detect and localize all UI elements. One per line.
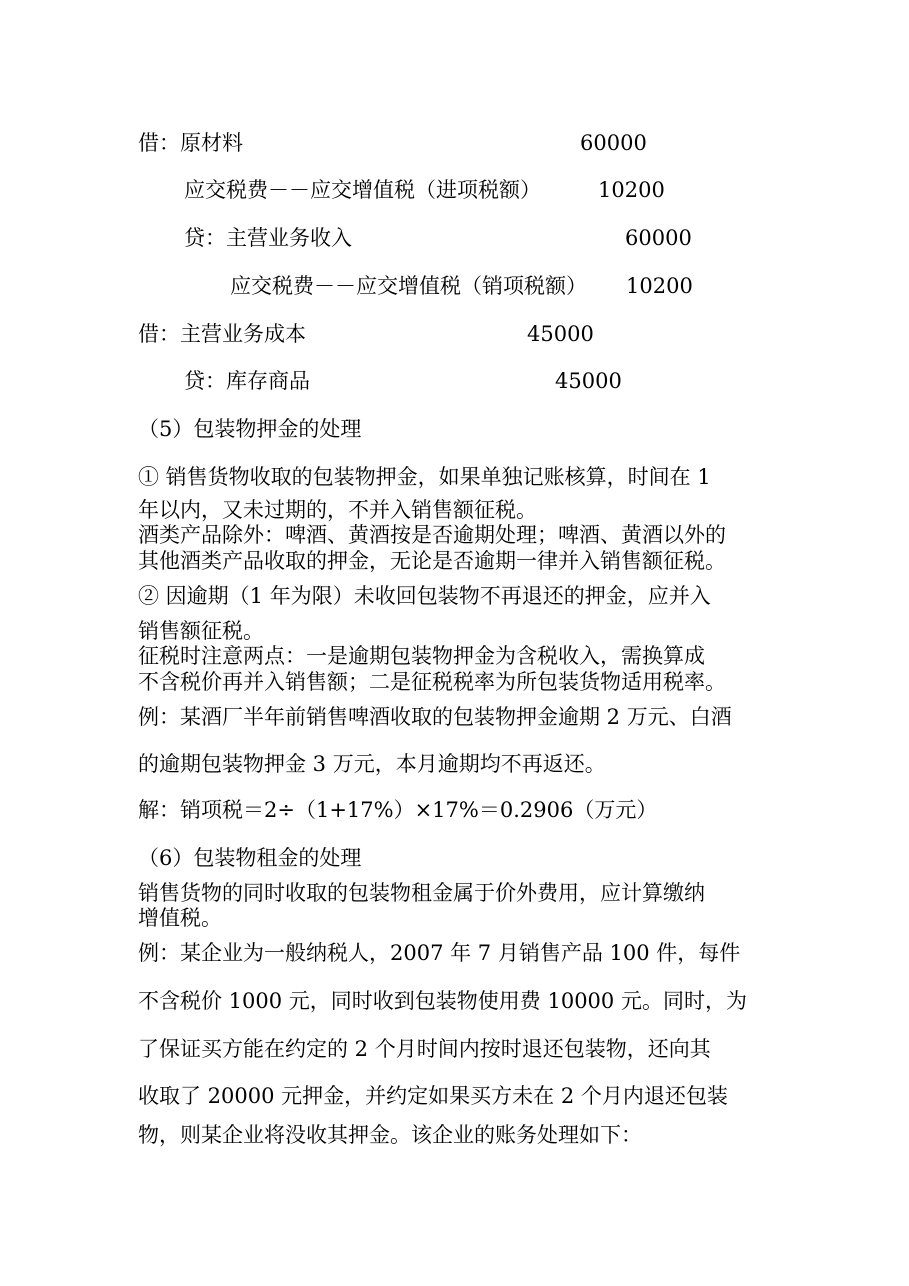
paragraph-line: 不含税价 1000 元，同时收到包装物使用费 10000 元。同时，为 — [138, 989, 747, 1013]
journal-entry-amount: 45000 — [527, 322, 594, 346]
journal-entry-label: 贷：主营业务收入 — [184, 226, 352, 250]
paragraph-line: 了保证买方能在约定的 2 个月时间内按时退还包装物，还向其 — [138, 1037, 711, 1061]
paragraph-line: ① 销售货物收取的包装物押金，如果单独记账核算，时间在 1 — [138, 465, 711, 489]
paragraph-line: 不含税价再并入销售额；二是征税税率为所包装货物适用税率。 — [138, 670, 726, 694]
paragraph-line: 例：某企业为一般纳税人，2007 年 7 月销售产品 100 件，每件 — [138, 941, 741, 965]
journal-entry-label: 应交税费－－应交增值税（销项税额） — [230, 274, 587, 298]
paragraph-line: 增值税。 — [138, 906, 222, 930]
paragraph-line: 销售额征税。 — [138, 619, 264, 643]
paragraph-line: 酒类产品除外：啤酒、黄酒按是否逾期处理；啤酒、黄酒以外的 — [138, 523, 726, 547]
paragraph-line: 年以内，又未过期的，不并入销售额征税。 — [138, 498, 537, 522]
paragraph-line: 物，则某企业将没收其押金。该企业的账务处理如下： — [138, 1123, 642, 1147]
paragraph-line: 的逾期包装物押金 3 万元，本月逾期均不再返还。 — [138, 752, 606, 776]
paragraph-line: 征税时注意两点：一是逾期包装物押金为含税收入，需换算成 — [138, 644, 705, 668]
journal-entry-label: 应交税费－－应交增值税（进项税额） — [184, 178, 541, 202]
section-heading: （6）包装物租金的处理 — [138, 846, 362, 870]
journal-entry-label: 借：主营业务成本 — [138, 322, 306, 346]
journal-entry-amount: 10200 — [626, 274, 693, 298]
paragraph-line: 收取了 20000 元押金，并约定如果买方未在 2 个月内退还包装 — [138, 1084, 728, 1108]
journal-entry-label: 贷：库存商品 — [184, 369, 310, 393]
paragraph-line: 其他酒类产品收取的押金，无论是否逾期一律并入销售额征税。 — [138, 549, 726, 573]
paragraph-line: 销售货物的同时收取的包装物租金属于价外费用，应计算缴纳 — [138, 881, 705, 905]
journal-entry-amount: 45000 — [555, 369, 622, 393]
journal-entry-amount: 10200 — [598, 178, 665, 202]
paragraph-line: 解：销项税＝2÷（1+17%）×17%＝0.2906（万元） — [138, 798, 658, 822]
section-heading: （5）包装物押金的处理 — [138, 417, 362, 441]
journal-entry-amount: 60000 — [625, 226, 692, 250]
journal-entry-label: 借：原材料 — [138, 131, 243, 155]
paragraph-line: 例：某酒厂半年前销售啤酒收取的包装物押金逾期 2 万元、白酒 — [138, 705, 732, 729]
journal-entry-amount: 60000 — [580, 131, 647, 155]
paragraph-line: ② 因逾期（1 年为限）未收回包装物不再退还的押金，应并入 — [138, 584, 711, 608]
